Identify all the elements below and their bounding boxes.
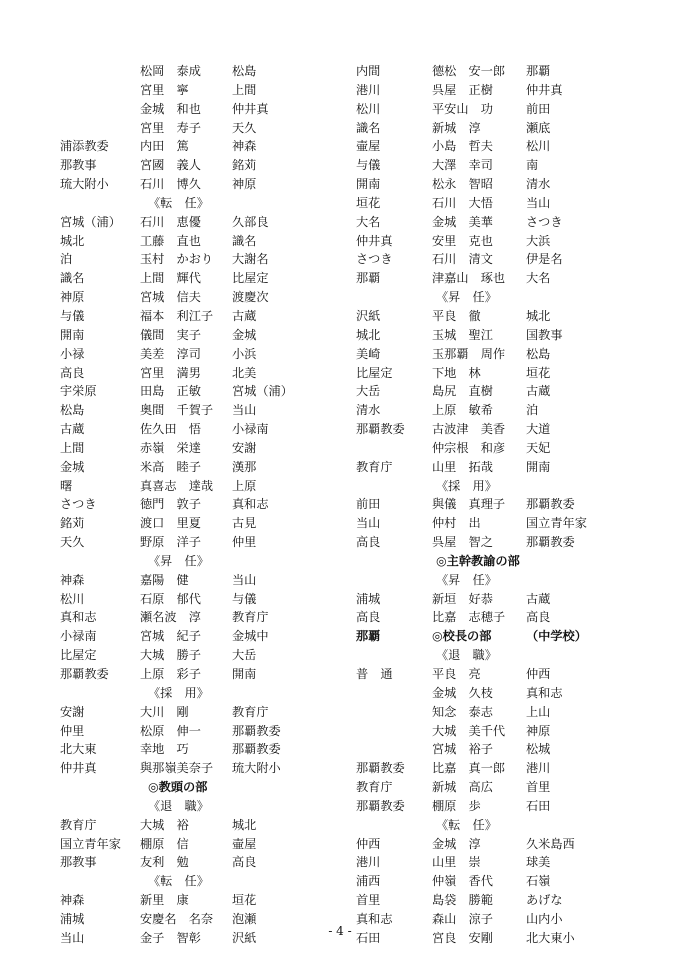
school-cell: 浦西	[356, 874, 381, 889]
person-name: 金城 和也	[140, 101, 201, 116]
person-name: 山里 崇	[432, 855, 481, 870]
destination-cell: 大岳	[232, 648, 257, 663]
person-name: 金城 久枝	[432, 685, 493, 700]
school-cell: 古蔵	[60, 422, 85, 437]
person-name: 大城 美千代	[432, 723, 506, 738]
school-cell: 国立青年家	[60, 836, 121, 851]
person-name: 呉屋 智之	[432, 535, 493, 550]
destination-cell: 前田	[526, 101, 551, 116]
person-name: 松永 智昭	[432, 177, 493, 192]
category-label-text: 《昇 任》	[148, 553, 209, 568]
destination-cell: 銘苅	[232, 158, 257, 173]
person-name: 内田 篤	[140, 139, 189, 154]
person-name: 田島 正敏	[140, 384, 201, 399]
person-name: 福本 利江子	[140, 308, 214, 323]
school-cell: 那覇教委	[356, 798, 405, 813]
school-cell: 真和志	[60, 610, 97, 625]
school-cell: 琉大附小	[60, 177, 109, 192]
destination-cell: 壷屋	[232, 836, 257, 851]
destination-cell: 与儀	[232, 591, 257, 606]
person-name: 上間 輝代	[140, 271, 201, 286]
person-name: 宮城 信夫	[140, 290, 201, 305]
destination-cell: 港川	[526, 761, 551, 776]
person-name: 古波津 美香	[432, 422, 506, 437]
school-cell: 当山	[60, 930, 85, 945]
destination-cell: 那覇教委	[526, 497, 575, 512]
destination-cell: 久部良	[232, 214, 269, 229]
destination-cell: 小浜	[232, 346, 257, 361]
person-name: 仲宗根 和彦	[432, 440, 506, 455]
school-cell: 松島	[60, 403, 85, 418]
destination-cell: 垣花	[526, 365, 551, 380]
school-cell: 那覇教委	[60, 667, 109, 681]
category-label-text: 《昇 任》	[436, 572, 497, 587]
category-label-text: 《転 任》	[436, 817, 497, 832]
destination-cell: 首里	[526, 780, 551, 795]
school-cell: 松川	[60, 591, 85, 606]
person-name: 島袋 勝範	[432, 893, 493, 908]
school-cell: 北大東	[60, 742, 97, 757]
destination-cell: 南	[526, 158, 539, 173]
destination-cell: 大浜	[526, 233, 551, 248]
destination-cell: 久米島西	[526, 836, 575, 851]
person-name: 奥間 千賀子	[140, 403, 214, 418]
school-cell: 教育庁	[60, 817, 97, 832]
destination-cell: 天久	[232, 120, 257, 135]
destination-cell: 高良	[232, 855, 257, 870]
destination-cell: 城北	[232, 817, 257, 832]
destination-cell: 真和志	[526, 685, 563, 700]
school-cell: 神森	[60, 893, 85, 908]
person-name: 工藤 直也	[140, 233, 201, 248]
school-cell: 安謝	[60, 704, 85, 719]
person-name: 嘉陽 健	[140, 572, 189, 587]
school-cell: 大名	[356, 214, 381, 229]
destination-cell: 神森	[232, 139, 257, 154]
person-name: 宮城 裕子	[432, 742, 493, 757]
destination-cell: 泡瀬	[232, 911, 257, 926]
school-cell: 宮城（浦）	[60, 214, 121, 229]
person-name: 石川 博久	[140, 177, 201, 192]
person-name: 與那嶺美奈子	[140, 761, 214, 776]
person-name: 玉城 聖江	[432, 327, 493, 342]
school-cell: 那教事	[60, 158, 97, 173]
person-name: 金子 智彰	[140, 930, 201, 945]
person-name: 石川 大悟	[432, 195, 493, 210]
category-label-text: 《退 職》	[148, 798, 209, 813]
school-cell: 那覇	[356, 271, 381, 286]
destination-cell: 教育庁	[232, 610, 269, 625]
person-name: 儀間 実子	[140, 327, 201, 342]
destination-cell: 神原	[232, 177, 257, 192]
school-cell: 那覇	[356, 629, 381, 644]
person-name: 仲嶺 香代	[432, 874, 493, 889]
destination-cell: 開南	[526, 459, 551, 474]
school-cell: 仲西	[356, 836, 381, 851]
person-name: 金城 淳	[432, 836, 481, 851]
destination-cell: 古蔵	[526, 591, 551, 606]
person-name: 石川 清文	[432, 252, 493, 267]
category-label-text: 《退 職》	[436, 648, 497, 663]
school-cell: 識名	[60, 271, 85, 286]
school-cell: さつき	[356, 252, 393, 267]
school-cell: 仲井真	[356, 233, 393, 248]
destination-cell: 那覇教委	[232, 723, 281, 738]
person-name: 宮里 寧	[140, 82, 189, 97]
person-name: 玉村 かおり	[140, 252, 214, 267]
person-name: 山里 拓哉	[432, 459, 493, 474]
school-cell: 高良	[356, 535, 381, 550]
person-name: 仲村 出	[432, 516, 481, 531]
destination-cell: 天妃	[526, 440, 551, 455]
school-cell: 城北	[356, 327, 381, 342]
person-name: 上原 彩子	[140, 667, 201, 681]
destination-cell: 大道	[526, 422, 551, 437]
school-cell: 与儀	[356, 158, 381, 173]
destination-cell: 山内小	[526, 911, 563, 926]
school-cell: 沢紙	[356, 308, 381, 323]
person-name: 新城 高広	[432, 780, 493, 795]
destination-cell: 松島	[232, 64, 257, 78]
person-name: 新垣 好恭	[432, 591, 493, 606]
destination-cell: 琉大附小	[232, 761, 281, 776]
person-name: 安里 克也	[432, 233, 493, 248]
person-name: 與儀 真理子	[432, 497, 506, 512]
person-name: 友利 勉	[140, 855, 189, 870]
school-cell: 松川	[356, 101, 381, 116]
destination-cell: 高良	[526, 610, 551, 625]
destination-cell: 仲井真	[232, 101, 269, 116]
person-name: 新里 康	[140, 893, 189, 908]
school-cell: 開南	[356, 177, 381, 192]
person-name: 玉那覇 周作	[432, 346, 506, 361]
person-name: 宮良 安剛	[432, 930, 493, 945]
destination-cell: 真和志	[232, 497, 269, 512]
person-name: 石川 恵優	[140, 214, 201, 229]
school-cell: 開南	[60, 327, 85, 342]
school-cell: 城北	[60, 233, 85, 248]
category-label-text: 《昇 任》	[436, 290, 497, 305]
destination-cell: 国立青年家	[526, 516, 587, 531]
school-cell: 高良	[60, 365, 85, 380]
person-name: 下地 林	[432, 365, 481, 380]
school-cell: 清水	[356, 403, 381, 418]
destination-cell: （中学校）	[526, 629, 587, 644]
person-name: 宮里 満男	[140, 365, 201, 380]
destination-cell: 那覇教委	[232, 742, 281, 757]
destination-cell: 伊是名	[526, 252, 563, 267]
category-label-text: 《転 任》	[148, 195, 209, 210]
person-name: 小島 哲夫	[432, 139, 493, 154]
destination-cell: 仲西	[526, 667, 551, 681]
destination-cell: 当山	[526, 195, 551, 210]
destination-cell: 仲井真	[526, 82, 563, 97]
destination-cell: 北大東小	[526, 930, 575, 945]
person-name: 米高 睦子	[140, 459, 201, 474]
person-name: 渡口 里夏	[140, 516, 201, 531]
destination-cell: 城北	[526, 308, 551, 323]
person-name: 宮國 義人	[140, 158, 201, 173]
person-name: 比嘉 志穂子	[432, 610, 506, 625]
destination-cell: 那覇教委	[526, 535, 575, 550]
destination-cell: 教育庁	[232, 704, 269, 719]
destination-cell: 上山	[526, 704, 551, 719]
destination-cell: 小禄南	[232, 422, 269, 437]
school-cell: 港川	[356, 855, 381, 870]
person-name: 瀬名波 淳	[140, 610, 201, 625]
person-name: 大澤 幸司	[432, 158, 493, 173]
school-cell: 浦城	[356, 591, 381, 606]
destination-cell: 安謝	[232, 440, 257, 455]
school-cell: 前田	[356, 497, 381, 512]
school-cell: 銘苅	[60, 516, 85, 531]
person-name: 大川 剛	[140, 704, 189, 719]
person-name: 平良 亮	[432, 667, 481, 681]
destination-cell: 金城中	[232, 629, 269, 644]
destination-cell: 古蔵	[232, 308, 257, 323]
destination-cell: 上間	[232, 82, 257, 97]
person-name: 松原 伸一	[140, 723, 201, 738]
category-label-text: 《転 任》	[148, 874, 209, 889]
page-number: - 4 -	[328, 924, 352, 938]
person-name: 棚原 歩	[432, 798, 481, 813]
school-cell: 石田	[356, 930, 381, 945]
school-cell: 那覇教委	[356, 422, 405, 437]
school-cell: 金城	[60, 459, 85, 474]
person-name: 比嘉 真一郎	[432, 761, 506, 776]
person-name: 新城 淳	[432, 120, 481, 135]
destination-cell: 松島	[526, 346, 551, 361]
destination-cell: 渡慶次	[232, 290, 269, 305]
school-cell: 識名	[356, 120, 381, 135]
destination-cell: 開南	[232, 667, 257, 681]
school-cell: 高良	[356, 610, 381, 625]
destination-cell: 大謝名	[232, 252, 269, 267]
category-label-text: 《採 用》	[148, 685, 209, 700]
person-name: 石原 郁代	[140, 591, 201, 606]
school-cell: 曙	[60, 478, 73, 493]
school-cell: 教育庁	[356, 459, 393, 474]
destination-cell: 石嶺	[526, 874, 551, 889]
destination-cell: 大名	[526, 271, 551, 286]
destination-cell: 球美	[526, 855, 551, 870]
destination-cell: 識名	[232, 233, 257, 248]
school-cell: 神森	[60, 572, 85, 587]
school-cell: 上間	[60, 440, 85, 455]
person-name: 野原 洋子	[140, 535, 201, 550]
person-name: 德松 安一郎	[432, 64, 506, 78]
person-name: 赤嶺 栄達	[140, 440, 201, 455]
person-name: ◎校長の部	[432, 629, 492, 644]
person-name: 大城 裕	[140, 817, 189, 832]
school-cell: 神原	[60, 290, 85, 305]
person-name: 知念 泰志	[432, 704, 493, 719]
school-cell: 当山	[356, 516, 381, 531]
school-cell: 小禄南	[60, 629, 97, 644]
school-cell: 仲里	[60, 723, 85, 738]
person-name: 宮里 寿子	[140, 120, 201, 135]
school-cell: 天久	[60, 535, 85, 550]
school-cell: 普 通	[356, 667, 393, 681]
destination-cell: 金城	[232, 327, 257, 342]
school-cell: 那教事	[60, 855, 97, 870]
person-name: 大城 勝子	[140, 648, 201, 663]
person-name: 宮城 紀子	[140, 629, 201, 644]
school-cell: 美崎	[356, 346, 381, 361]
destination-cell: 上原	[232, 478, 257, 493]
school-cell: 港川	[356, 82, 381, 97]
destination-cell: 仲里	[232, 535, 257, 550]
person-name: 金城 美華	[432, 214, 493, 229]
school-cell: 首里	[356, 893, 381, 908]
person-name: 美差 淳司	[140, 346, 201, 361]
school-cell: 那覇教委	[356, 761, 405, 776]
category-label-text: 《採 用》	[436, 478, 497, 493]
destination-cell: 松城	[526, 742, 551, 757]
destination-cell: あげな	[526, 893, 563, 908]
person-name: 幸地 巧	[140, 742, 189, 757]
person-name: 真喜志 達哉	[140, 478, 214, 493]
person-name: 徳門 敦子	[140, 497, 201, 512]
person-name: 津嘉山 琢也	[432, 271, 506, 286]
person-name: 上原 敏希	[432, 403, 493, 418]
school-cell: さつき	[60, 497, 97, 512]
school-cell: 宇栄原	[60, 384, 97, 399]
school-cell: 大岳	[356, 384, 381, 399]
person-name: 佐久田 悟	[140, 422, 201, 437]
school-cell: 仲井真	[60, 761, 97, 776]
person-name: 森山 涼子	[432, 911, 493, 926]
person-name: 島尻 直樹	[432, 384, 493, 399]
school-cell: 教育庁	[356, 780, 393, 795]
school-cell: 浦城	[60, 911, 85, 926]
person-name: 安慶名 名奈	[140, 911, 214, 926]
person-name: 松岡 泰成	[140, 64, 201, 78]
school-cell: 内間	[356, 64, 381, 78]
destination-cell: 国教事	[526, 327, 563, 342]
destination-cell: さつき	[526, 214, 563, 229]
destination-cell: 松川	[526, 139, 551, 154]
destination-cell: 古蔵	[526, 384, 551, 399]
school-cell: 浦添教委	[60, 139, 109, 154]
school-cell: 比屋定	[60, 648, 97, 663]
destination-cell: 漢那	[232, 459, 257, 474]
destination-cell: 当山	[232, 403, 257, 418]
person-name: 平良 徹	[432, 308, 481, 323]
destination-cell: 古見	[232, 516, 257, 531]
school-cell: 壷屋	[356, 139, 381, 154]
person-name: 呉屋 正樹	[432, 82, 493, 97]
person-name: 棚原 信	[140, 836, 189, 851]
destination-cell: 宮城（浦）	[232, 384, 293, 399]
destination-cell: 那覇	[526, 64, 551, 78]
school-cell: 泊	[60, 252, 73, 267]
school-cell: 真和志	[356, 911, 393, 926]
destination-cell: 沢紙	[232, 930, 257, 945]
section-heading-text: ◎主幹教諭の部	[436, 553, 520, 568]
school-cell: 与儀	[60, 308, 85, 323]
destination-cell: 垣花	[232, 893, 257, 908]
destination-cell: 泊	[526, 403, 539, 418]
destination-cell: 北美	[232, 365, 257, 380]
school-cell: 垣花	[356, 195, 381, 210]
destination-cell: 清水	[526, 177, 551, 192]
school-cell: 小禄	[60, 346, 85, 361]
destination-cell: 比屋定	[232, 271, 269, 286]
destination-cell: 瀬底	[526, 120, 551, 135]
destination-cell: 神原	[526, 723, 551, 738]
person-name: 平安山 功	[432, 101, 493, 116]
section-heading-text: ◎教頭の部	[148, 780, 208, 795]
school-cell: 比屋定	[356, 365, 393, 380]
destination-cell: 当山	[232, 572, 257, 587]
destination-cell: 石田	[526, 798, 551, 813]
